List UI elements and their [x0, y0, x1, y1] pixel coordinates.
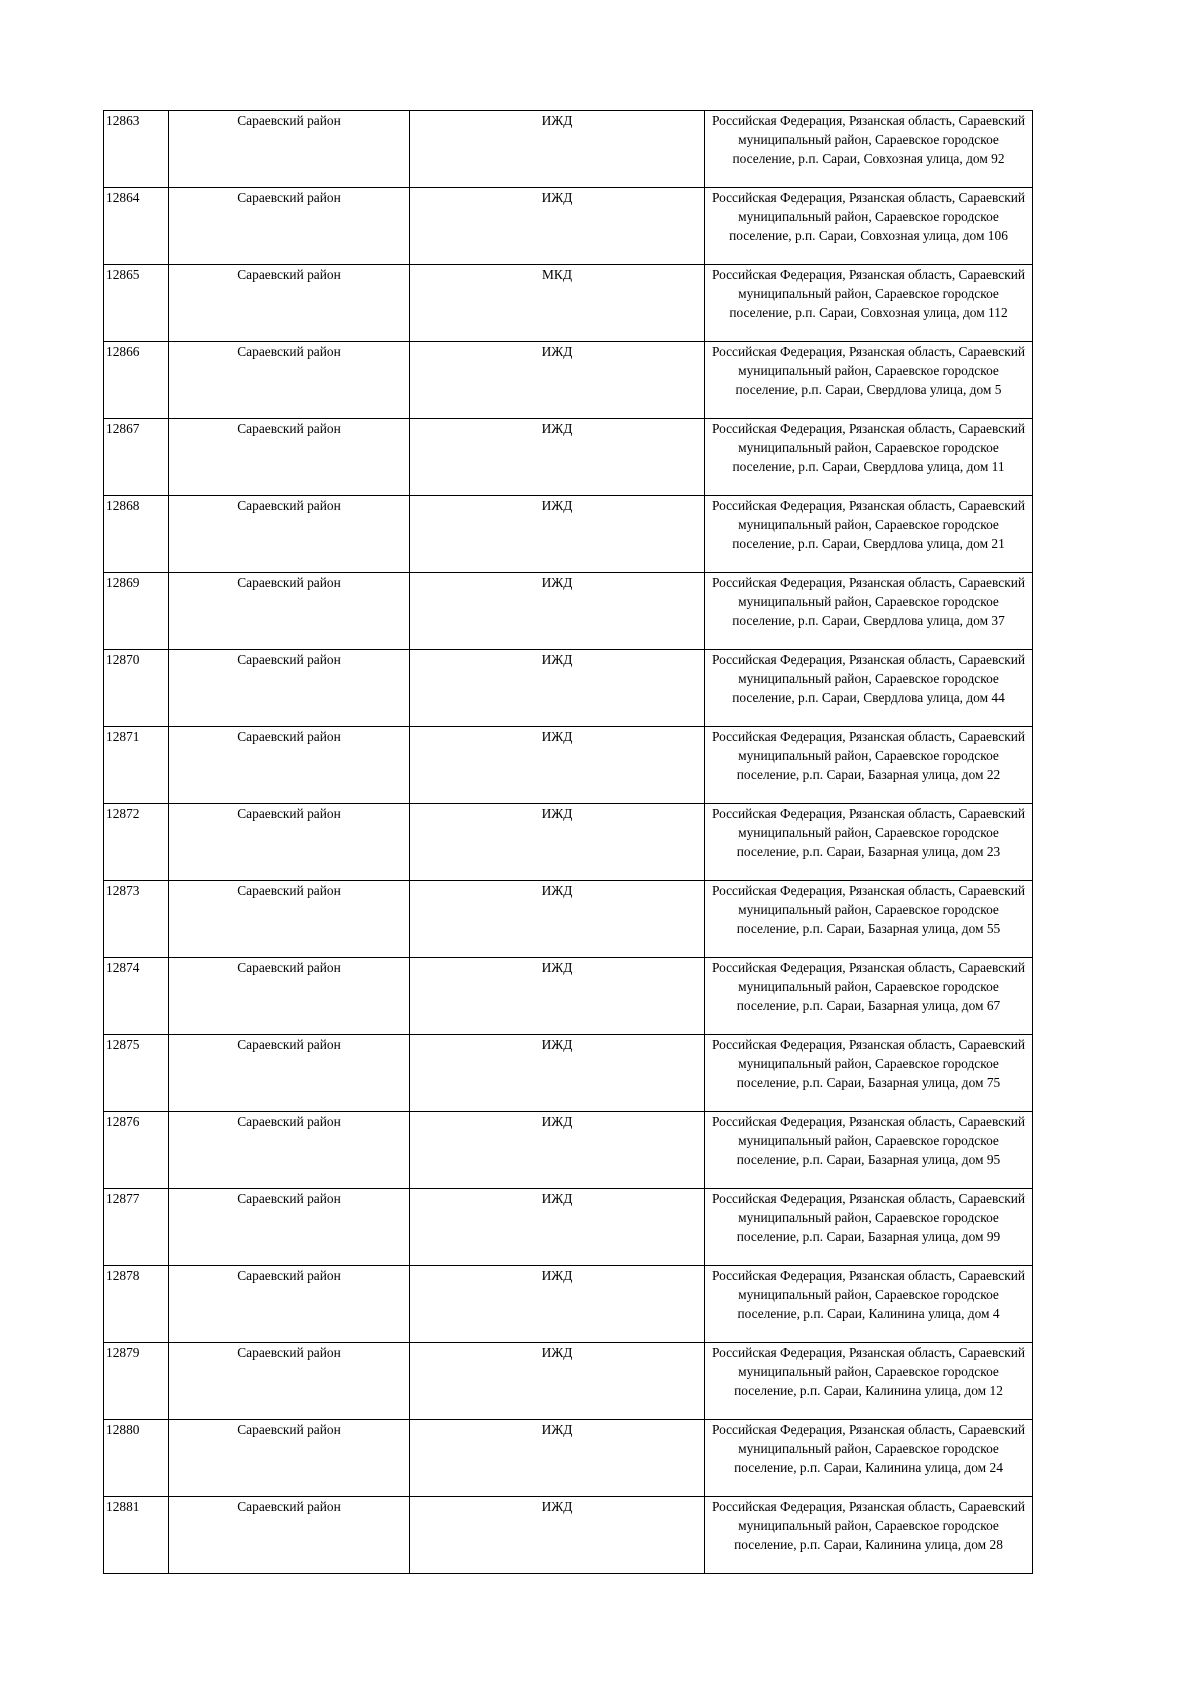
table-row: [104, 419, 1033, 496]
district-cell: Сараевский район: [169, 419, 410, 496]
row-number-cell: 12876: [104, 1112, 169, 1189]
building-type-cell: ИЖД: [410, 188, 705, 265]
building-type-cell: ИЖД: [410, 573, 705, 650]
address-cell: Российская Федерация, Рязанская область, Сараевский муниципальный район, Сараевское городское поселение, р.п. Сараи, Свердлова улица, дом 21: [705, 496, 1033, 573]
building-type-cell: ИЖД: [410, 881, 705, 958]
district-cell: Сараевский район: [169, 496, 410, 573]
building-type-cell: ИЖД: [410, 1266, 705, 1343]
building-type-cell: ИЖД: [410, 1035, 705, 1112]
row-number-cell: 12880: [104, 1420, 169, 1497]
district-cell: Сараевский район: [169, 1497, 410, 1574]
table-row: [104, 1189, 1033, 1266]
address-cell: Российская Федерация, Рязанская область, Сараевский муниципальный район, Сараевское городское поселение, р.п. Сараи, Калинина улица, дом 28: [705, 1497, 1033, 1574]
table-row: [104, 342, 1033, 419]
table-row: [104, 1266, 1033, 1343]
address-cell: Российская Федерация, Рязанская область, Сараевский муниципальный район, Сараевское городское поселение, р.п. Сараи, Калинина улица, дом 4: [705, 1266, 1033, 1343]
building-type-cell: ИЖД: [410, 1189, 705, 1266]
table-row: [104, 881, 1033, 958]
table-row: [104, 496, 1033, 573]
address-cell: Российская Федерация, Рязанская область, Сараевский муниципальный район, Сараевское городское поселение, р.п. Сараи, Совхозная улица, дом 112: [705, 265, 1033, 342]
table-row: [104, 1497, 1033, 1574]
district-cell: Сараевский район: [169, 1266, 410, 1343]
building-type-cell: ИЖД: [410, 1343, 705, 1420]
district-cell: Сараевский район: [169, 804, 410, 881]
row-number-cell: 12873: [104, 881, 169, 958]
row-number-cell: 12866: [104, 342, 169, 419]
table-row: [104, 727, 1033, 804]
row-number-cell: 12869: [104, 573, 169, 650]
address-cell: Российская Федерация, Рязанская область, Сараевский муниципальный район, Сараевское городское поселение, р.п. Сараи, Совхозная улица, дом 92: [705, 111, 1033, 188]
table-row: [104, 111, 1033, 188]
building-type-cell: ИЖД: [410, 496, 705, 573]
district-cell: Сараевский район: [169, 111, 410, 188]
table-row: [104, 573, 1033, 650]
building-type-cell: ИЖД: [410, 727, 705, 804]
building-type-cell: ИЖД: [410, 804, 705, 881]
building-type-cell: ИЖД: [410, 419, 705, 496]
address-cell: Российская Федерация, Рязанская область, Сараевский муниципальный район, Сараевское городское поселение, р.п. Сараи, Свердлова улица, дом 44: [705, 650, 1033, 727]
row-number-cell: 12875: [104, 1035, 169, 1112]
district-cell: Сараевский район: [169, 188, 410, 265]
district-cell: Сараевский район: [169, 1189, 410, 1266]
address-cell: Российская Федерация, Рязанская область, Сараевский муниципальный район, Сараевское городское поселение, р.п. Сараи, Базарная улица, дом 95: [705, 1112, 1033, 1189]
district-cell: Сараевский район: [169, 958, 410, 1035]
table-row: [104, 958, 1033, 1035]
address-cell: Российская Федерация, Рязанская область, Сараевский муниципальный район, Сараевское городское поселение, р.п. Сараи, Калинина улица, дом 12: [705, 1343, 1033, 1420]
table-row: [104, 650, 1033, 727]
district-cell: Сараевский район: [169, 1035, 410, 1112]
address-registry-table: [103, 110, 1033, 1574]
address-cell: Российская Федерация, Рязанская область, Сараевский муниципальный район, Сараевское городское поселение, р.п. Сараи, Базарная улица, дом 22: [705, 727, 1033, 804]
address-cell: Российская Федерация, Рязанская область, Сараевский муниципальный район, Сараевское городское поселение, р.п. Сараи, Базарная улица, дом 75: [705, 1035, 1033, 1112]
district-cell: Сараевский район: [169, 727, 410, 804]
table-row: [104, 1035, 1033, 1112]
address-cell: Российская Федерация, Рязанская область, Сараевский муниципальный район, Сараевское городское поселение, р.п. Сараи, Свердлова улица, дом 37: [705, 573, 1033, 650]
district-cell: Сараевский район: [169, 650, 410, 727]
address-cell: Российская Федерация, Рязанская область, Сараевский муниципальный район, Сараевское городское поселение, р.п. Сараи, Базарная улица, дом 99: [705, 1189, 1033, 1266]
building-type-cell: ИЖД: [410, 958, 705, 1035]
building-type-cell: ИЖД: [410, 342, 705, 419]
table-row: [104, 1420, 1033, 1497]
district-cell: Сараевский район: [169, 1420, 410, 1497]
building-type-cell: ИЖД: [410, 1497, 705, 1574]
district-cell: Сараевский район: [169, 573, 410, 650]
table-row: [104, 1112, 1033, 1189]
row-number-cell: 12881: [104, 1497, 169, 1574]
address-cell: Российская Федерация, Рязанская область, Сараевский муниципальный район, Сараевское городское поселение, р.п. Сараи, Калинина улица, дом 24: [705, 1420, 1033, 1497]
row-number-cell: 12879: [104, 1343, 169, 1420]
row-number-cell: 12868: [104, 496, 169, 573]
building-type-cell: МКД: [410, 265, 705, 342]
address-cell: Российская Федерация, Рязанская область, Сараевский муниципальный район, Сараевское городское поселение, р.п. Сараи, Базарная улица, дом 67: [705, 958, 1033, 1035]
table-body: [104, 111, 1033, 1574]
district-cell: Сараевский район: [169, 1343, 410, 1420]
district-cell: Сараевский район: [169, 265, 410, 342]
address-cell: Российская Федерация, Рязанская область, Сараевский муниципальный район, Сараевское городское поселение, р.п. Сараи, Свердлова улица, дом 5: [705, 342, 1033, 419]
building-type-cell: ИЖД: [410, 650, 705, 727]
district-cell: Сараевский район: [169, 1112, 410, 1189]
row-number-cell: 12871: [104, 727, 169, 804]
row-number-cell: 12878: [104, 1266, 169, 1343]
row-number-cell: 12865: [104, 265, 169, 342]
table-row: [104, 188, 1033, 265]
table-row: [104, 265, 1033, 342]
row-number-cell: 12877: [104, 1189, 169, 1266]
address-cell: Российская Федерация, Рязанская область, Сараевский муниципальный район, Сараевское городское поселение, р.п. Сараи, Базарная улица, дом 23: [705, 804, 1033, 881]
table-row: [104, 1343, 1033, 1420]
row-number-cell: 12874: [104, 958, 169, 1035]
address-cell: Российская Федерация, Рязанская область, Сараевский муниципальный район, Сараевское городское поселение, р.п. Сараи, Свердлова улица, дом 11: [705, 419, 1033, 496]
building-type-cell: ИЖД: [410, 1112, 705, 1189]
building-type-cell: ИЖД: [410, 111, 705, 188]
address-cell: Российская Федерация, Рязанская область, Сараевский муниципальный район, Сараевское городское поселение, р.п. Сараи, Базарная улица, дом 55: [705, 881, 1033, 958]
row-number-cell: 12872: [104, 804, 169, 881]
row-number-cell: 12870: [104, 650, 169, 727]
table-row: [104, 804, 1033, 881]
district-cell: Сараевский район: [169, 342, 410, 419]
row-number-cell: 12867: [104, 419, 169, 496]
address-cell: Российская Федерация, Рязанская область, Сараевский муниципальный район, Сараевское городское поселение, р.п. Сараи, Совхозная улица, дом 106: [705, 188, 1033, 265]
row-number-cell: 12863: [104, 111, 169, 188]
district-cell: Сараевский район: [169, 881, 410, 958]
row-number-cell: 12864: [104, 188, 169, 265]
building-type-cell: ИЖД: [410, 1420, 705, 1497]
